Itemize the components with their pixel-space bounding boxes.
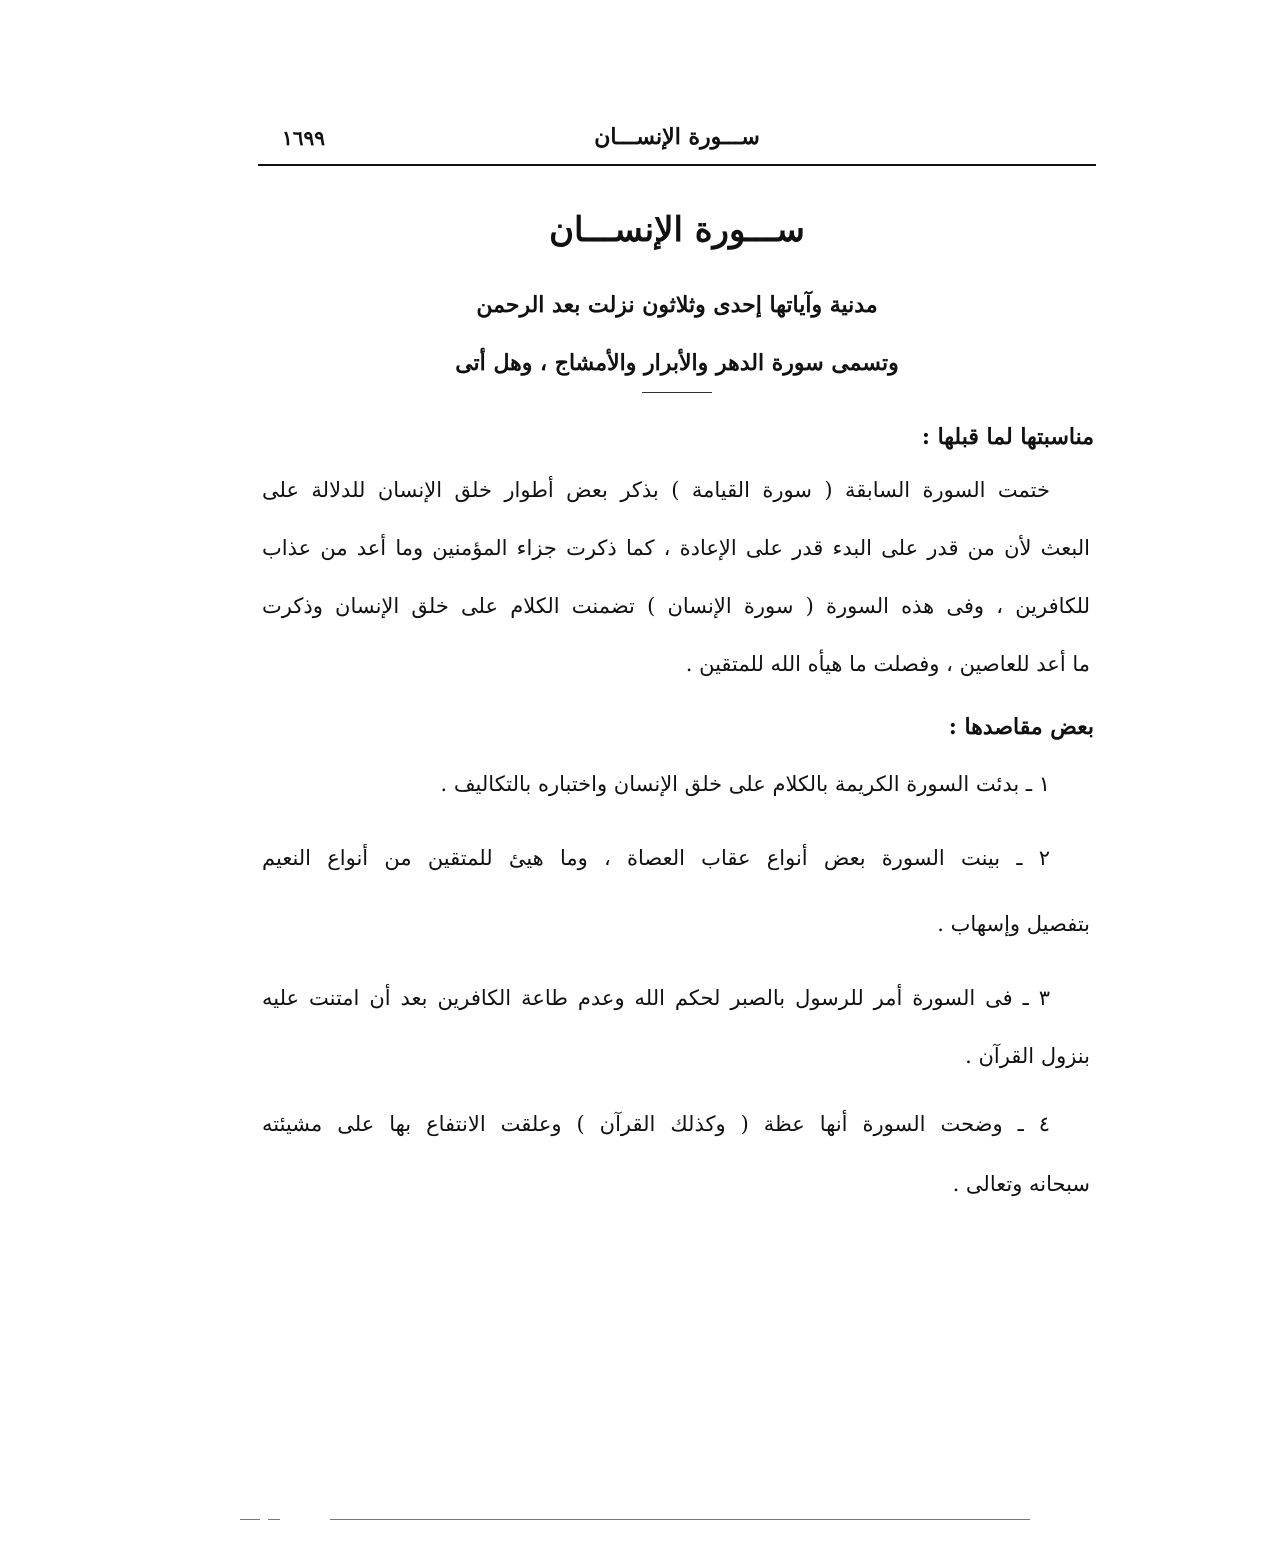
list-item-line: ٢ ـ بينت السورة بعض أنواع عقاب العصاة ، وما هيئ للمتقين من أنواع النعيم [262, 846, 1050, 870]
list-item-line: سبحانه وتعالى . [952, 1172, 1090, 1196]
page-number: ١٦٩٩ [282, 126, 325, 150]
list-item-line: ٣ ـ فى السورة أمر للرسول بالصبر لحكم الله وعدم طاعة الكافرين بعد أن امتنت عليه [262, 986, 1050, 1010]
paragraph-line: للكافرين ، وفى هذه السورة ( سورة الإنسان ) تضمنت الكلام على خلق الإنسان وذكرت [262, 594, 1090, 618]
title-divider [642, 392, 712, 393]
section-heading-relevance: مناسبتها لما قبلها : [921, 424, 1094, 450]
list-item-line: بتفصيل وإسهاب . [937, 912, 1090, 936]
list-item-line: بنزول القرآن . [965, 1044, 1090, 1068]
footer-rule [240, 1519, 260, 1520]
subtitle-line: وتسمى سورة الدهر والأبرار والأمشاج ، وهل أتى [455, 350, 899, 376]
list-item-line: ١ ـ بدئت السورة الكريمة بالكلام على خلق الإنسان واختباره بالتكاليف . [440, 772, 1050, 796]
paragraph-line: ما أعد للعاصين ، وفصلت ما هيأه الله للمتقين . [685, 652, 1090, 676]
running-title: ســـورة الإنســـان [594, 124, 760, 150]
footer-rule [330, 1519, 1030, 1520]
section-heading-objectives: بعض مقاصدها : [948, 714, 1094, 740]
page-header [258, 118, 1096, 166]
paragraph-line: البعث لأن من قدر على البدء قدر على الإعادة ، كما ذكرت جزاء المؤمنين وما أعد من عذاب [262, 536, 1090, 560]
subtitle-line: مدنية وآياتها إحدى وثلاثون نزلت بعد الرحمن [476, 292, 878, 318]
surah-title: ســـورة الإنســـان [549, 210, 805, 250]
paragraph-line: ختمت السورة السابقة ( سورة القيامة ) بذكر بعض أطوار خلق الإنسان للدلالة على [262, 478, 1050, 502]
footer-rule [268, 1519, 280, 1520]
list-item-line: ٤ ـ وضحت السورة أنها عظة ( وكذلك القرآن ) وعلقت الانتفاع بها على مشيئته [262, 1112, 1050, 1136]
